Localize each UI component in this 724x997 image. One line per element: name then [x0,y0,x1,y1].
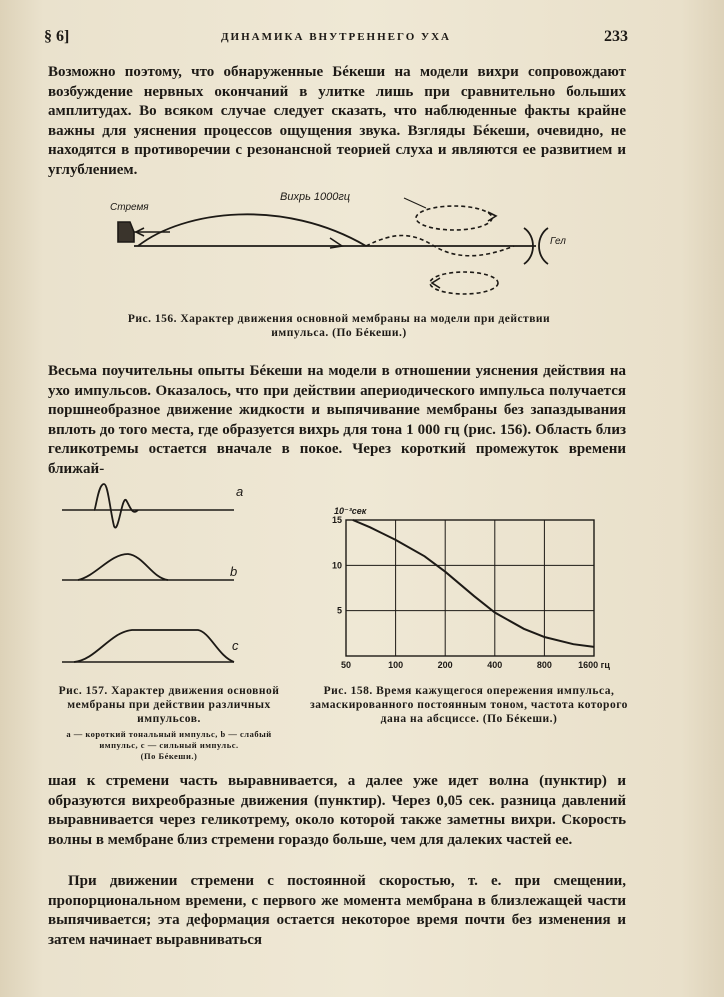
y-axis-label: 10⁻³сек [334,506,367,516]
y-tick-label: 15 [331,515,342,525]
caption-157-source: (По Бéкеши.) [140,751,198,761]
label-b: b [230,564,238,579]
page-number: 233 [604,28,628,45]
x-tick-label: 400 [487,660,503,670]
trace-c [74,630,234,662]
section-number: § 6] [44,28,70,45]
x-tick-label: 1600 гц [578,660,610,670]
label-stapes: Стремя [110,202,149,213]
y-tick-label: 5 [336,605,342,616]
x-tick-label: 50 [340,660,352,670]
caption-158: Рис. 158. Время кажущегося опережения импульса, замаскированного постоянным тоном, частота которого дана на абсциссе. (По Бéкеши.) [310,685,628,725]
stapes-shape [118,222,134,242]
label-a: a [236,484,244,499]
x-tick-label: 800 [536,660,552,670]
paragraph-3: шая к стремени часть выравнивается, а далее уже идет волна (пунктир) и образуются вихреобразные движения (пунктир). Через 0,05 сек. разница давлений выравнивается через геликотрему, около которой также заметны вихри. Скорость волны в мембране близ стремени гораздо больше, чем для далеких частей ее. [48,773,626,848]
caption-156: Рис. 156. Характер движения основной мембраны на модели при действии импульса. (По Бéкеши.) [127,313,551,339]
figure-157 [58,476,278,672]
figure-158-chart [314,500,632,672]
page-header [44,28,628,48]
y-tick-label: 10 [331,560,342,571]
vortex-upper [416,206,492,230]
label-vortex: Вихрь 1000гц [280,191,351,203]
helicotrema-right [539,228,548,264]
label-helicotrema: Гел [550,236,566,247]
caption-157-legend: a — короткий тональный импульс, b — слабый импульс, c — сильный импульс. [66,729,272,750]
paragraph-1: Возможно поэтому, что обнаруженные Бéкеши на модели вихри сопровождают возбуждение нервных окончаний в улитке лишь при сравнительно больших амплитудах. Во всяком случае следует сказать, что наблюденные факты крайне важны для уяснения процессов ощущения звука. Взгляды Бéкеши, очевидно, не находятся в противоречии с резонансной теорией слуха и являются ее развитием и углублением. [48,64,626,178]
caption-157 [46,684,292,762]
trace-a [94,484,138,528]
paragraph-2: Весьма поучительны опыты Бéкеши на модели в отношении уяснения действия на ухо импульсов. Оказалось, что при действии апериодического импульса получается поршнеобразное движение жидкости и выпячивание мембраны без запаздывания вплоть до того места, где образуется вихрь для тона 1 000 гц (рис. 156). Область близ геликотремы остается вначале в покое. Через короткий промежуток времени ближай- [48,363,626,477]
data-curve [353,520,594,647]
label-c: c [232,638,239,653]
membrane-bulge [138,214,366,246]
caption-157-title: Рис. 157. Характер движения основной мембраны при действии различных импульсов. [58,685,280,725]
trace-b [78,554,168,580]
running-title: ДИНАМИКА ВНУТРЕННЕГО УХА [220,31,452,43]
plot-frame [346,520,594,656]
paragraph-4: При движении стремени с постоянной скоростью, т. е. при смещении, пропорциональном времени, с первого же момента мембрана в близлежащей части выпячивается; эта деформация остается некоторое время почти без изменения и затем начинает выравниваться [48,873,626,948]
vortex-lower [430,272,498,294]
x-tick-label: 100 [388,660,404,670]
x-tick-label: 200 [437,660,453,670]
figure-156 [104,188,574,306]
